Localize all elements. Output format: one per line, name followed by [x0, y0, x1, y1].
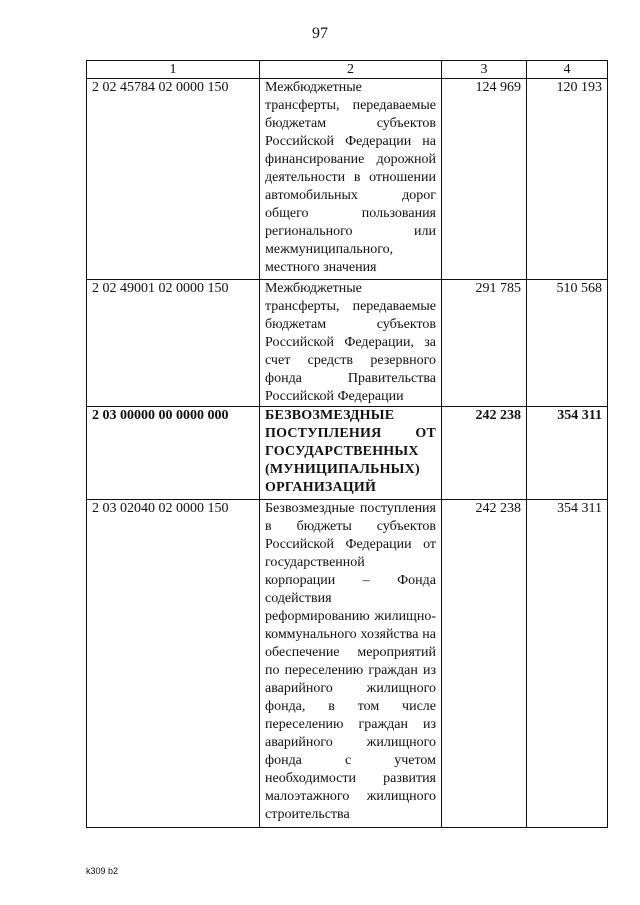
- row-value-col4: 354 311: [527, 407, 608, 500]
- row-value-col3: 291 785: [442, 280, 527, 407]
- row-value-col3: 242 238: [442, 500, 527, 828]
- table-header-row: [87, 61, 608, 79]
- row-name: Межбюджетные трансферты, передаваемые бюджетам субъектов Российской Федерации на финансирование дорожной деятельности в отношении автомобильных дорог общего пользования регионального или межмуниципального, местного значения: [260, 79, 442, 280]
- row-code: 2 03 02040 02 0000 150: [87, 500, 260, 828]
- budget-table: [86, 60, 608, 828]
- row-code: 2 02 45784 02 0000 150: [87, 79, 260, 280]
- row-value-col3: 242 238: [442, 407, 527, 500]
- row-value-col4: 510 568: [527, 280, 608, 407]
- row-code: 2 03 00000 00 0000 000: [87, 407, 260, 500]
- row-code: 2 02 49001 02 0000 150: [87, 280, 260, 407]
- column-header-2: 2: [260, 61, 442, 79]
- column-header-4: 4: [527, 61, 608, 79]
- row-name: Безвозмездные поступления в бюджеты субъектов Российской Федерации от государственной корпорации – Фонда содействия реформированию жилищно-коммунального хозяйства на обеспечение мероприятий по переселению граждан из аварийного жилищного фонда, в том числе переселению граждан из аварийного жилищного фонда с учетом необходимости развития малоэтажного жилищного строительства: [260, 500, 442, 828]
- table-row: [87, 79, 608, 280]
- row-value-col4: 354 311: [527, 500, 608, 828]
- column-header-3: 3: [442, 61, 527, 79]
- row-name: БЕЗВОЗМЕЗДНЫЕ ПОСТУПЛЕНИЯ ОТ ГОСУДАРСТВЕННЫХ (МУНИЦИПАЛЬНЫХ) ОРГАНИЗАЦИЙ: [260, 407, 442, 500]
- table-row: [87, 280, 608, 407]
- row-value-col3: 124 969: [442, 79, 527, 280]
- table-row: [87, 407, 608, 500]
- row-name: Межбюджетные трансферты, передаваемые бюджетам субъектов Российской Федерации, за счет средств резервного фонда Правительства Российской Федерации: [260, 280, 442, 407]
- row-value-col4: 120 193: [527, 79, 608, 280]
- column-header-1: 1: [87, 61, 260, 79]
- footer-code: k309 b2: [86, 866, 119, 876]
- page-number: 97: [312, 25, 328, 42]
- table-row: [87, 500, 608, 828]
